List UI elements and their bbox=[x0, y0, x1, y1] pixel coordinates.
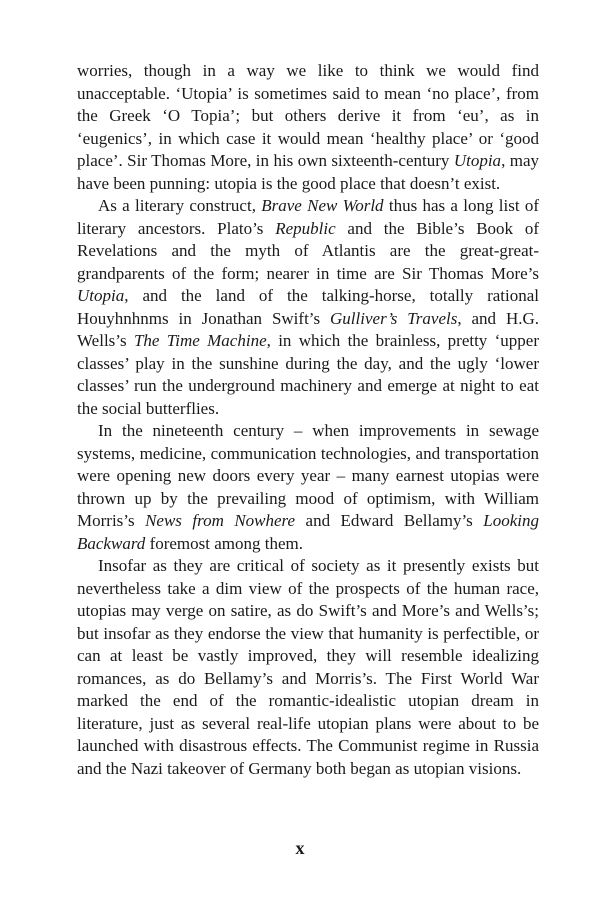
text-run: worries, though in a way we like to think we would find unacceptable. ‘Utopia’ is sometimes said to mean ‘no place’, from the Greek ‘O Topia’; but others derive it from ‘eu’, as in ‘eugenics’, in which case it would mean ‘healthy place’ or ‘good place’. Sir Thomas More, in his own sixteenth-century bbox=[77, 61, 539, 170]
text-run: In the nineteenth century – when improvements in sewage systems, medicine, communication technologies, and transportation were opening new doors every year – many earnest utopias were thrown up by the prevailing mood of optimism, with William Morris’s bbox=[77, 421, 539, 530]
page-number: x bbox=[295, 838, 305, 858]
text-run: As a literary construct, bbox=[98, 196, 262, 215]
italic-title-run: Republic bbox=[275, 218, 336, 238]
text-run: , and H.G. Wells’s bbox=[77, 308, 539, 350]
italic-title-run: Utopia bbox=[77, 286, 125, 305]
text-run: Insofar as they are critical of society as it presently exists but nevertheless take a dim view of the prospects of the human race, utopias may verge on satire, as do Swift’s and More’s and Wells’s; but insofar as they endorse the view that humanity is perfectible, or can at least be vastly improved, they will resemble idealizing romances, as do Bellamy’s and Morris’s. The First World War marked the end of the romantic-idealistic utopian dream in literature, just as several real-life utopian plans were about to be launched with disastrous effects. The Communist regime in Russia and the Nazi takeover of Germany both began as utopian visions. bbox=[77, 556, 539, 778]
paragraph bbox=[77, 420, 539, 555]
italic-title-run: News from Nowhere bbox=[145, 511, 296, 530]
text-run: , and the land of the talking-horse, totally rational Houyhnhnms in Jonathan Swift’s bbox=[77, 286, 539, 328]
text-run: and the Bible’s Book of Revelations and the myth of Atlantis are the great-great-grandparents of the form; nearer in time are Sir Thomas More’s bbox=[77, 218, 539, 283]
paragraph bbox=[77, 195, 539, 420]
text-run: thus has a long list of literary ancestors. Plato’s bbox=[77, 196, 539, 238]
text-run: , may have been punning: utopia is the good place that doesn’t exist. bbox=[77, 151, 539, 193]
italic-title-run: Brave New World bbox=[261, 196, 384, 215]
italic-title-run: The Time Machine bbox=[133, 331, 267, 350]
text-run: , in which the brainless, pretty ‘upper classes’ play in the sunshine during the day, and the ugly ‘lower classes’ run the underground machinery and emerge at night to eat the social butterflies. bbox=[77, 331, 539, 418]
text-run: and Edward Bellamy’s bbox=[295, 511, 484, 530]
italic-title-run: Gulliver’s Travels bbox=[330, 308, 458, 328]
paragraph bbox=[77, 60, 539, 195]
paragraph bbox=[77, 555, 539, 780]
italic-title-run: Utopia bbox=[453, 151, 502, 170]
body-text bbox=[77, 60, 539, 780]
italic-title-run: Looking Backward bbox=[77, 511, 539, 553]
text-run: foremost among them. bbox=[145, 533, 304, 553]
